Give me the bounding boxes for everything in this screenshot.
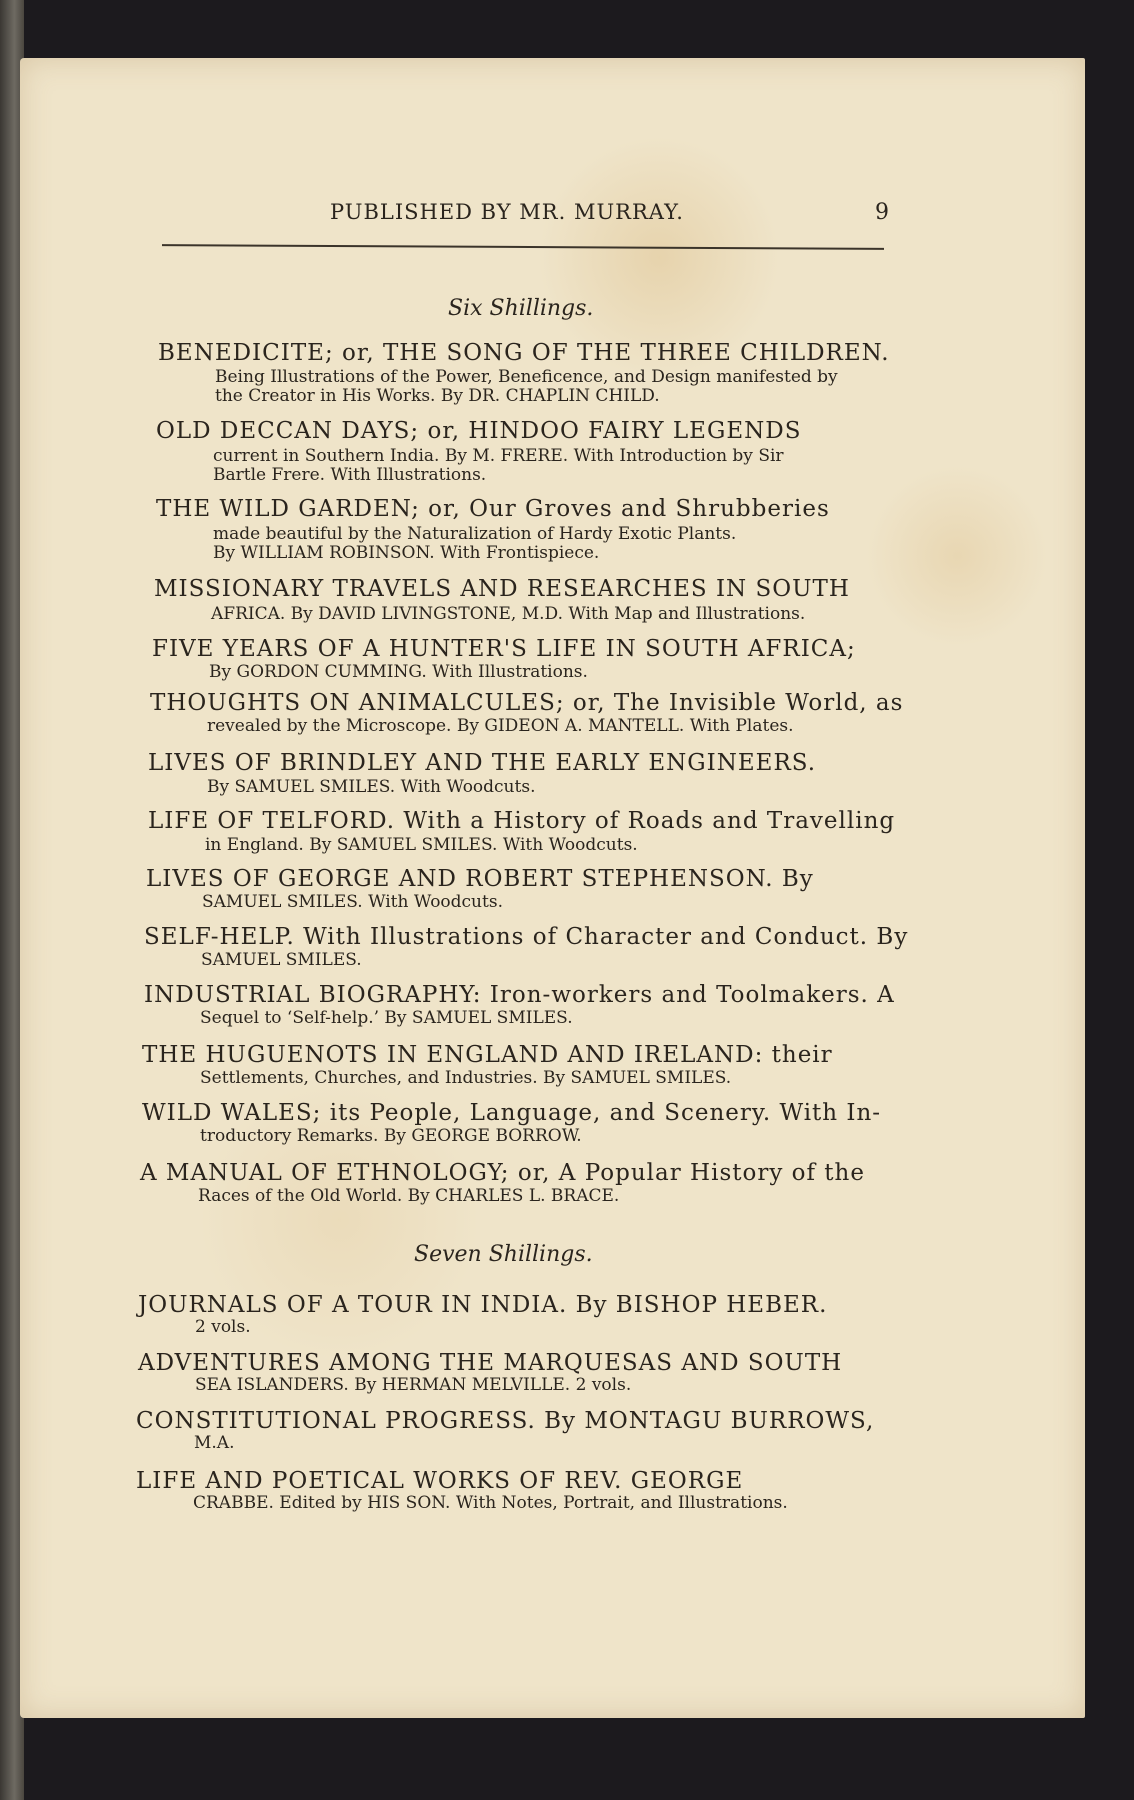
entry-description: in England. By SAMUEL SMILES. With Woodcuts. bbox=[205, 835, 638, 855]
entry-title: MISSIONARY TRAVELS AND RESEARCHES IN SOUTH bbox=[154, 576, 850, 602]
entry-description: M.A. bbox=[194, 1433, 235, 1453]
entry-description: AFRICA. By DAVID LIVINGSTONE, M.D. With Map and Illustrations. bbox=[211, 604, 806, 624]
section-heading-seven-shillings: Seven Shillings. bbox=[414, 1242, 593, 1267]
entry-title: LIFE AND POETICAL WORKS OF REV. GEORGE bbox=[136, 1468, 744, 1494]
entry-description: troductory Remarks. By GEORGE BORROW. bbox=[200, 1126, 582, 1146]
entry-title: WILD WALES; its People, Language, and Scenery. With In- bbox=[142, 1100, 882, 1126]
entry-title: THE HUGUENOTS IN ENGLAND AND IRELAND: their bbox=[142, 1042, 833, 1068]
entry-title: A MANUAL OF ETHNOLOGY; or, A Popular History of the bbox=[140, 1160, 865, 1186]
entry-description: 2 vols. bbox=[195, 1317, 251, 1337]
entry-description: By GORDON CUMMING. With Illustrations. bbox=[209, 662, 588, 682]
entry-description: By SAMUEL SMILES. With Woodcuts. bbox=[207, 777, 536, 797]
entry-description: current in Southern India. By M. FRERE. With Introduction by Sir Bartle Frere. With Illustrations. bbox=[213, 446, 784, 485]
entry-title: THE WILD GARDEN; or, Our Groves and Shrubberies bbox=[156, 496, 830, 522]
entry-title: SELF-HELP. With Illustrations of Character and Conduct. By bbox=[144, 924, 909, 950]
entry-title: THOUGHTS ON ANIMALCULES; or, The Invisible World, as bbox=[150, 690, 904, 716]
entry-description: made beautiful by the Naturalization of Hardy Exotic Plants. By WILLIAM ROBINSON. With Frontispiece. bbox=[213, 524, 737, 563]
section-heading-six-shillings: Six Shillings. bbox=[448, 296, 594, 321]
page-header bbox=[330, 200, 890, 225]
entry-description: Races of the Old World. By CHARLES L. BRACE. bbox=[198, 1186, 620, 1206]
entry-description: SAMUEL SMILES. With Woodcuts. bbox=[202, 892, 503, 912]
entry-title: ADVENTURES AMONG THE MARQUESAS AND SOUTH bbox=[138, 1350, 843, 1376]
entry-title: JOURNALS OF A TOUR IN INDIA. By BISHOP HEBER. bbox=[138, 1292, 828, 1318]
running-title: PUBLISHED BY MR. MURRAY. bbox=[330, 200, 684, 224]
page-number: 9 bbox=[875, 200, 890, 225]
entry-title: CONSTITUTIONAL PROGRESS. By MONTAGU BURROWS, bbox=[136, 1408, 875, 1434]
entry-title: LIVES OF BRINDLEY AND THE EARLY ENGINEERS. bbox=[148, 750, 817, 776]
entry-title: LIVES OF GEORGE AND ROBERT STEPHENSON. By bbox=[146, 866, 814, 892]
entry-description: CRABBE. Edited by HIS SON. With Notes, Portrait, and Illustrations. bbox=[193, 1493, 788, 1513]
entry-description: Being Illustrations of the Power, Beneficence, and Design manifested by the Creator in His Works. By DR. CHAPLIN CHILD. bbox=[215, 367, 838, 406]
entry-description: Settlements, Churches, and Industries. By SAMUEL SMILES. bbox=[200, 1068, 732, 1088]
entry-title: LIFE OF TELFORD. With a History of Roads and Travelling bbox=[148, 808, 896, 834]
entry-description: SAMUEL SMILES. bbox=[201, 950, 362, 970]
entry-title: INDUSTRIAL BIOGRAPHY: Iron-workers and Toolmakers. A bbox=[144, 982, 895, 1008]
entry-title: OLD DECCAN DAYS; or, HINDOO FAIRY LEGENDS bbox=[156, 418, 802, 444]
entry-description: revealed by the Microscope. By GIDEON A. MANTELL. With Plates. bbox=[207, 716, 794, 736]
entry-description: Sequel to ‘Self-help.’ By SAMUEL SMILES. bbox=[200, 1008, 573, 1028]
entry-description: SEA ISLANDERS. By HERMAN MELVILLE. 2 vols. bbox=[195, 1375, 632, 1395]
entry-title: BENEDICITE; or, THE SONG OF THE THREE CHILDREN. bbox=[158, 340, 890, 366]
entry-title: FIVE YEARS OF A HUNTER'S LIFE IN SOUTH AFRICA; bbox=[152, 636, 856, 662]
